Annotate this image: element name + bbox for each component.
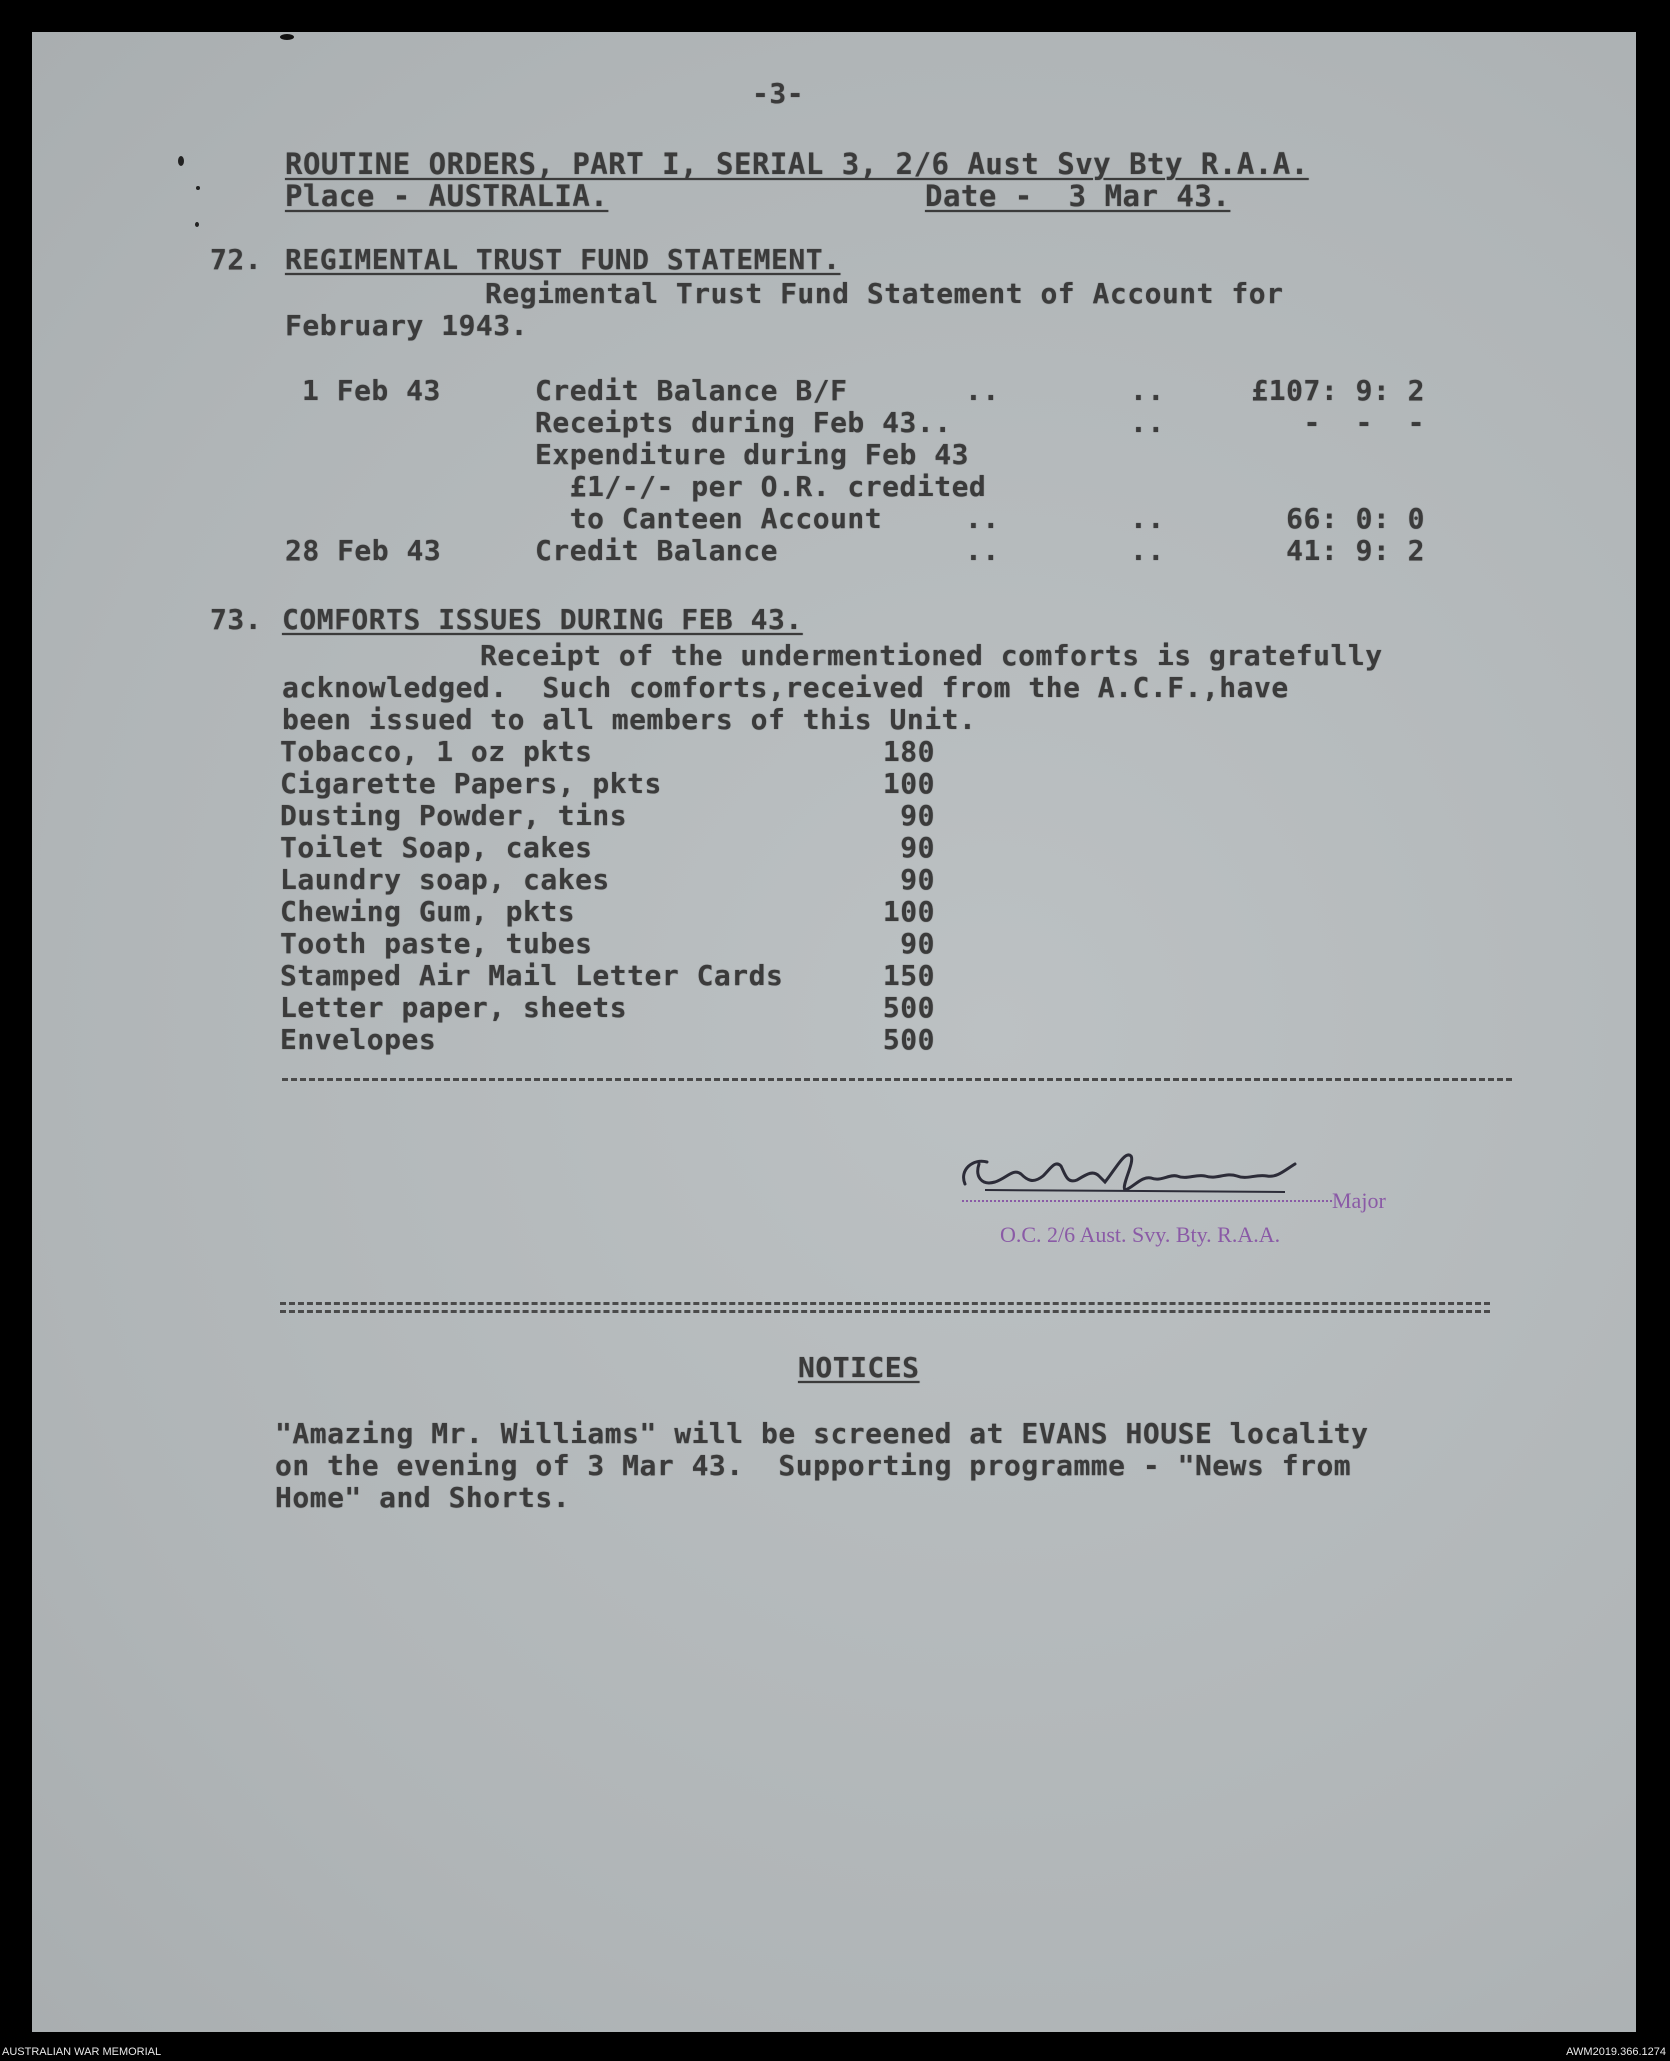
punch-mark [280, 34, 294, 40]
notices-divider [280, 1302, 1490, 1305]
notices-text: Home" and Shorts. [275, 1481, 571, 1514]
section-73-number: 73. [210, 603, 263, 636]
section-73-paragraph: Receipt of the undermentioned comforts is gratefully [480, 639, 1383, 672]
row-date: 1 Feb 43 [302, 374, 441, 407]
row-dots: .. [1130, 534, 1165, 567]
row-dots: .. [965, 502, 1000, 535]
notices-text: "Amazing Mr. Williams" will be screened at EVANS HOUSE locality [275, 1417, 1369, 1450]
list-item: Chewing Gum, pkts [280, 895, 576, 928]
section-72-intro: Regimental Trust Fund Statement of Account for [485, 277, 1284, 310]
stamp-line [962, 1200, 1332, 1202]
notices-text: on the evening of 3 Mar 43. Supporting programme - "News from [275, 1449, 1352, 1482]
section-divider [282, 1078, 1512, 1081]
list-item: Stamped Air Mail Letter Cards [280, 959, 784, 992]
row-amount: 66: 0: 0 [1286, 502, 1425, 535]
item-quantity: 90 [900, 831, 935, 864]
item-quantity: 90 [900, 799, 935, 832]
page-number: -3- [752, 77, 805, 110]
punch-mark [195, 222, 199, 227]
row-amount: £107: 9: 2 [1251, 374, 1425, 407]
item-quantity: 100 [882, 767, 935, 800]
row-amount: 41: 9: 2 [1286, 534, 1425, 567]
row-dots: .. [1130, 502, 1165, 535]
list-item: Envelopes [280, 1023, 437, 1056]
row-description: Credit Balance B/F [535, 374, 848, 407]
row-description: £1/-/- per O.R. credited [535, 470, 987, 503]
row-dots: .. [965, 534, 1000, 567]
header-date: Date - 3 Mar 43. [925, 179, 1231, 213]
item-quantity: 500 [882, 991, 935, 1024]
header-place: Place - AUSTRALIA. [285, 179, 609, 213]
item-quantity: 500 [882, 1023, 935, 1056]
row-amount: - - - [1303, 406, 1425, 439]
row-dots: .. [1130, 374, 1165, 407]
item-quantity: 100 [882, 895, 935, 928]
list-item: Laundry soap, cakes [280, 863, 610, 896]
footer-accession: AWM2019.366.1274 [1566, 2046, 1666, 2058]
item-quantity: 90 [900, 927, 935, 960]
notices-divider [280, 1310, 1490, 1313]
row-description: Expenditure during Feb 43 [535, 438, 969, 471]
punch-mark [196, 186, 200, 190]
item-quantity: 90 [900, 863, 935, 896]
punch-mark [178, 156, 184, 166]
notices-title: NOTICES [798, 1351, 920, 1384]
footer-source: AUSTRALIAN WAR MEMORIAL [2, 2046, 162, 2058]
row-description: Credit Balance [535, 534, 779, 567]
section-73-paragraph: acknowledged. Such comforts,received from the A.C.F.,have [282, 671, 1289, 704]
row-dots: .. [1130, 406, 1165, 439]
signature-unit: O.C. 2/6 Aust. Svy. Bty. R.A.A. [1000, 1222, 1281, 1247]
section-72-number: 72. [210, 243, 263, 276]
row-dots: .. [965, 374, 1000, 407]
section-72-title: REGIMENTAL TRUST FUND STATEMENT. [285, 243, 841, 276]
list-item: Letter paper, sheets [280, 991, 628, 1024]
header-title: ROUTINE ORDERS, PART I, SERIAL 3, 2/6 Aust Svy Bty R.A.A. [285, 147, 1309, 181]
list-item: Cigarette Papers, pkts [280, 767, 662, 800]
list-item: Tooth paste, tubes [280, 927, 593, 960]
section-72-intro-cont: February 1943. [285, 309, 529, 342]
row-description: to Canteen Account [535, 502, 883, 535]
list-item: Toilet Soap, cakes [280, 831, 593, 864]
list-item: Tobacco, 1 oz pkts [280, 735, 593, 768]
signature-rank: Major [1332, 1188, 1386, 1213]
list-item: Dusting Powder, tins [280, 799, 628, 832]
section-73-paragraph: been issued to all members of this Unit. [282, 703, 977, 736]
item-quantity: 150 [882, 959, 935, 992]
section-73-title: COMFORTS ISSUES DURING FEB 43. [282, 603, 803, 636]
document-page [32, 32, 1636, 2032]
handwritten-signature [955, 1140, 1325, 1202]
row-description: Receipts during Feb 43.. [535, 406, 952, 439]
item-quantity: 180 [882, 735, 935, 768]
row-date: 28 Feb 43 [285, 534, 442, 567]
